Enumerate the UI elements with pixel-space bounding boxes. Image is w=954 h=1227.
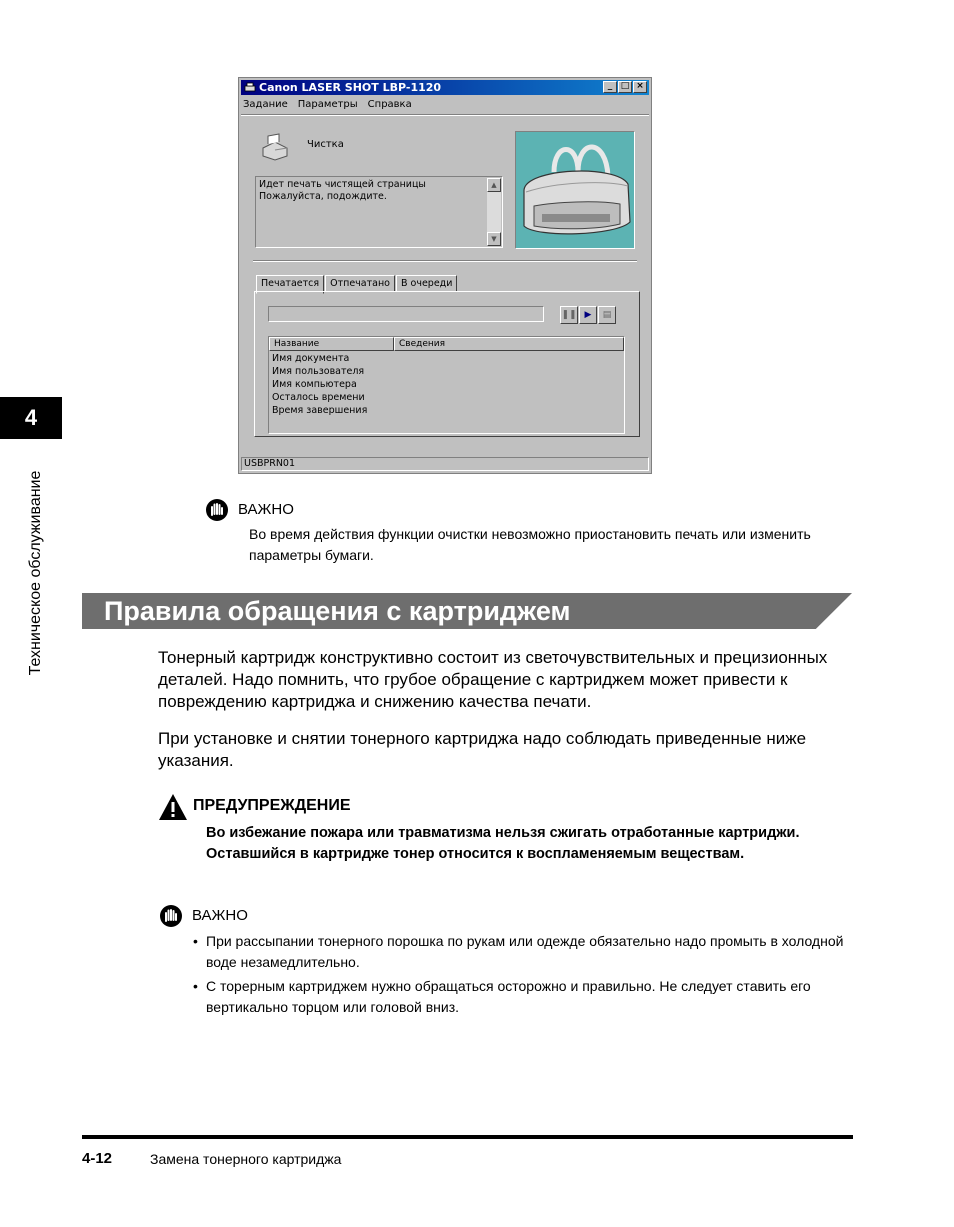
scroll-down-icon[interactable]: ▼ — [487, 232, 501, 246]
window-statusbar — [241, 457, 649, 471]
chapter-title-vertical: Техническое обслуживание — [27, 470, 44, 676]
list-header — [269, 337, 624, 351]
menu-job[interactable]: Задание — [243, 99, 288, 110]
column-header-details[interactable]: Сведения — [394, 337, 624, 351]
list-rows — [269, 351, 624, 417]
tab-printed[interactable]: Отпечатано — [325, 275, 395, 292]
hand-stop-icon — [205, 498, 229, 522]
maximize-icon[interactable]: □ — [618, 81, 632, 93]
status-message-box — [255, 176, 503, 248]
bullet-text: С торерным картриджем нужно обращаться осторожно и правильно. Не следует ставить его вертикально торцом или головой вниз. — [206, 978, 811, 1015]
status-message-line: Идет печать чистящей страницы — [259, 179, 426, 190]
section-title: Правила обращения с картриджем — [104, 596, 571, 626]
tab-queue[interactable]: В очереди — [396, 275, 457, 292]
chapter-tab — [0, 397, 62, 439]
section-divider — [253, 260, 637, 262]
footer-rule — [82, 1135, 853, 1139]
resume-icon[interactable]: ▶ — [579, 306, 597, 324]
important-text: Во время действия функции очистки невозможно приостановить печать или изменить параметры бумаги. — [249, 526, 811, 563]
bullet-text: При рассыпании тонерного порошка по рукам или одежде обязательно надо промыть в холодной воде незамедлительно. — [206, 933, 844, 970]
job-panel — [254, 291, 640, 437]
important-title: ВАЖНО — [238, 501, 294, 518]
list-item: Имя пользователя — [272, 366, 365, 377]
status-message-line: Пожалуйста, подождите. — [259, 191, 387, 202]
hand-stop-icon — [159, 904, 183, 928]
footer-chapter-title: Замена тонерного картриджа — [150, 1151, 342, 1167]
message-scrollbar[interactable] — [487, 178, 501, 246]
important-title: ВАЖНО — [192, 907, 248, 924]
status-label: Чистка — [307, 139, 344, 150]
bullet-icon: • — [193, 933, 198, 949]
printer-icon — [516, 132, 634, 248]
window-controls — [602, 81, 647, 93]
printer-app-icon — [244, 82, 256, 94]
column-header-name[interactable]: Название — [269, 337, 394, 351]
menu-divider — [241, 114, 649, 116]
warning-text: Во избежание пожара или травматизма нельзя сжигать отработанные картриджи. Оставшийся в картридже тонер относится к воспламеняемым веществам. — [206, 825, 800, 862]
cleaning-printer-icon — [259, 130, 291, 162]
pause-icon[interactable]: ❚❚ — [560, 306, 578, 324]
close-icon[interactable]: × — [633, 81, 647, 93]
job-details-list — [268, 336, 625, 434]
list-item: Время завершения — [272, 405, 368, 416]
cancel-job-icon[interactable]: ▤ — [598, 306, 616, 324]
scroll-up-icon[interactable]: ▲ — [487, 178, 501, 192]
menu-bar — [243, 99, 412, 110]
job-tabs — [256, 273, 458, 292]
page-number: 4-12 — [82, 1150, 113, 1167]
list-item: Осталось времени — [272, 392, 365, 403]
job-progress-bar — [268, 306, 544, 322]
tab-printing[interactable]: Печатается — [256, 275, 324, 294]
list-item: Имя компьютера — [272, 379, 357, 390]
list-item: Имя документа — [272, 353, 350, 364]
chapter-number: 4 — [24, 405, 38, 430]
menu-help[interactable]: Справка — [367, 99, 412, 110]
printer-illustration — [515, 131, 635, 249]
printer-status-window — [238, 77, 652, 474]
window-title: Canon LASER SHOT LBP-1120 — [259, 81, 442, 94]
intro-paragraph: Тонерный картридж конструктивно состоит из светочувствительных и прецизионных деталей. Надо помнить, что грубое обращение с картриджем может привести к повреждению картриджа и снижению качества печати. — [158, 648, 828, 711]
menu-settings[interactable]: Параметры — [297, 99, 358, 110]
warning-title: ПРЕДУПРЕЖДЕНИЕ — [193, 797, 351, 814]
port-name: USBPRN01 — [244, 458, 296, 469]
instruction-paragraph: При установке и снятии тонерного картриджа надо соблюдать приведенные ниже указания. — [158, 729, 807, 770]
window-titlebar — [241, 80, 649, 95]
minimize-icon[interactable]: _ — [603, 81, 617, 93]
bullet-icon: • — [193, 978, 198, 994]
warning-triangle-icon — [158, 793, 188, 821]
